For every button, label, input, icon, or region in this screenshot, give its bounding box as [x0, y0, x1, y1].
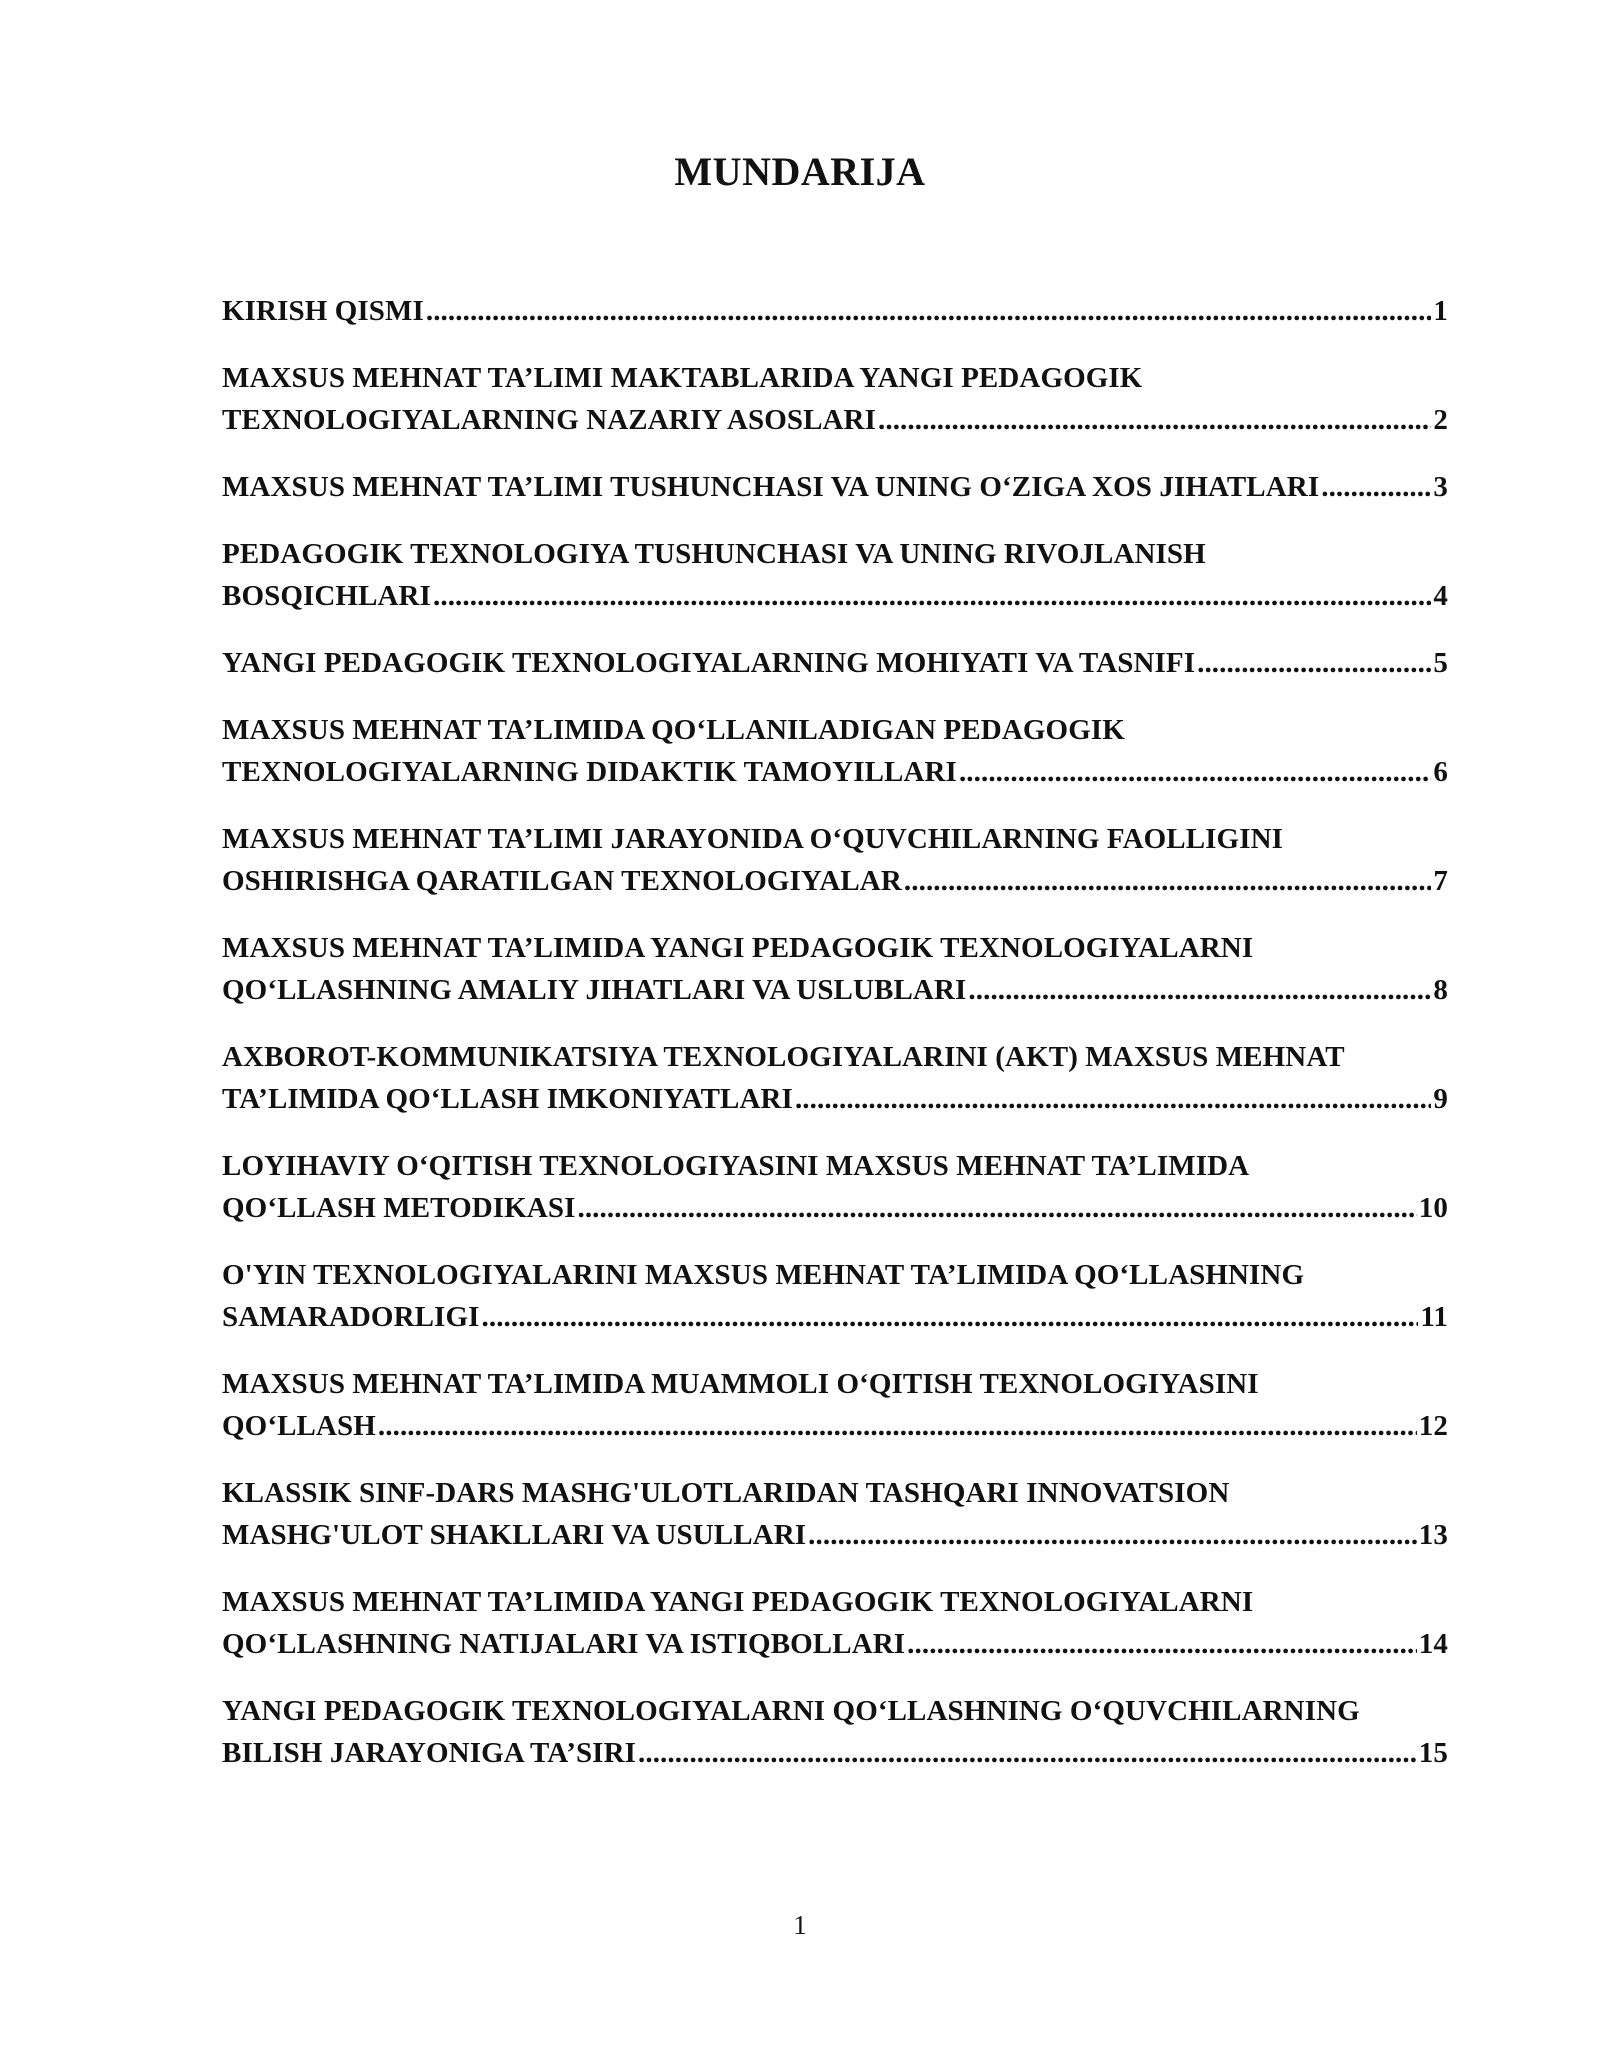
toc-entry-title: QO‘LLASH METODIKASI [222, 1192, 576, 1224]
toc-dot-leader [1197, 642, 1431, 684]
toc-entry-title: TEXNOLOGIYALARNING NAZARIY ASOSLARI [222, 404, 876, 436]
toc-dot-leader [959, 751, 1431, 793]
toc-page-number: 10 [1418, 1192, 1448, 1224]
toc-entry-last-line [222, 1187, 1448, 1229]
toc-page-number: 5 [1433, 647, 1448, 679]
toc-entry-title-line: MAXSUS MEHNAT TA’LIMIDA YANGI PEDAGOGIK TEXNOLOGIYALARNI [222, 932, 1254, 964]
toc-entry-last-line [222, 860, 1448, 902]
toc-entry-title: BILISH JARAYONIGA TA’SIRI [222, 1737, 636, 1769]
toc-page-number: 9 [1433, 1083, 1448, 1115]
toc-entry-last-line [222, 290, 1448, 332]
toc-entry-last-line [222, 1514, 1448, 1556]
toc-page-number: 12 [1418, 1410, 1448, 1442]
toc-entry[interactable] [222, 1472, 1448, 1556]
toc-entry-title-line: YANGI PEDAGOGIK TEXNOLOGIYALARNI QO‘LLASHNING O‘QUVCHILARNING [222, 1695, 1360, 1727]
toc-entry-last-line [222, 969, 1448, 1011]
toc-entry-title-line: MAXSUS MEHNAT TA’LIMIDA MUAMMOLI O‘QITISH TEXNOLOGIYASINI [222, 1368, 1259, 1400]
toc-entry[interactable] [222, 1363, 1448, 1447]
toc-page-number: 7 [1433, 865, 1448, 897]
toc-entry[interactable] [222, 1254, 1448, 1338]
toc-entry-title-line: MAXSUS MEHNAT TA’LIMI MAKTABLARIDA YANGI PEDAGOGIK [222, 362, 1143, 394]
toc-entry-last-line [222, 1296, 1448, 1338]
toc-entry-title-line: KLASSIK SINF-DARS MASHG'ULOTLARIDAN TASHQARI INNOVATSION [222, 1477, 1230, 1509]
toc-entry[interactable] [222, 466, 1448, 508]
toc-entry-title-line: PEDAGOGIK TEXNOLOGIYA TUSHUNCHASI VA UNING RIVOJLANISH [222, 538, 1206, 570]
toc-page-number: 6 [1433, 756, 1448, 788]
toc-page-number: 3 [1433, 471, 1448, 503]
toc-entry-title: BOSQICHLARI [222, 580, 431, 612]
toc-entry-last-line [222, 575, 1448, 617]
toc-entry[interactable] [222, 357, 1448, 441]
toc-entry-last-line [222, 1078, 1448, 1120]
toc-entry[interactable] [222, 818, 1448, 902]
toc-entry[interactable] [222, 1690, 1448, 1774]
toc-entry-last-line [222, 751, 1448, 793]
toc-dot-leader [907, 1623, 1417, 1665]
toc-entry-last-line [222, 1405, 1448, 1447]
toc-dot-leader [968, 969, 1431, 1011]
toc-dot-leader [878, 399, 1431, 441]
toc-dot-leader [638, 1732, 1417, 1774]
toc-entry-last-line [222, 1623, 1448, 1665]
toc-page-number: 13 [1418, 1519, 1448, 1551]
toc-entry-title-line: AXBOROT-KOMMUNIKATSIYA TEXNOLOGIYALARINI (AKT) MAXSUS MEHNAT [222, 1041, 1345, 1073]
toc-entry-title: SAMARADORLIGI [222, 1301, 480, 1333]
toc-dot-leader [378, 1405, 1417, 1447]
toc-entry-title: TEXNOLOGIYALARNING DIDAKTIK TAMOYILLARI [222, 756, 957, 788]
toc-entry[interactable] [222, 1581, 1448, 1665]
page-number: 1 [793, 1910, 807, 1940]
toc-entry[interactable] [222, 290, 1448, 332]
toc-dot-leader [577, 1187, 1416, 1229]
table-of-contents [222, 290, 1448, 1799]
toc-entry-last-line [222, 642, 1448, 684]
toc-page-number: 4 [1433, 580, 1448, 612]
toc-entry-title: MAXSUS MEHNAT TA’LIMI TUSHUNCHASI VA UNING O‘ZIGA XOS JIHATLARI [222, 471, 1320, 503]
toc-entry-title: QO‘LLASHNING AMALIY JIHATLARI VA USLUBLARI [222, 974, 967, 1006]
toc-page-number: 8 [1433, 974, 1448, 1006]
toc-dot-leader [1321, 466, 1431, 508]
toc-entry[interactable] [222, 709, 1448, 793]
toc-page-number: 11 [1420, 1301, 1448, 1333]
toc-entry-title-line: LOYIHAVIY O‘QITISH TEXNOLOGIYASINI MAXSUS MEHNAT TA’LIMIDA [222, 1150, 1250, 1182]
toc-entry-title: OSHIRISHGA QARATILGAN TEXNOLOGIYALAR [222, 865, 902, 897]
toc-dot-leader [433, 575, 1431, 617]
toc-entry-title-line: O'YIN TEXNOLOGIYALARINI MAXSUS MEHNAT TA’LIMIDA QO‘LLASHNING [222, 1259, 1305, 1291]
toc-dot-leader [808, 1514, 1417, 1556]
toc-entry-last-line [222, 466, 1448, 508]
toc-entry-title: KIRISH QISMI [222, 295, 424, 327]
toc-entry-title: MASHG'ULOT SHAKLLARI VA USULLARI [222, 1519, 807, 1551]
toc-entry-title-line: MAXSUS MEHNAT TA’LIMI JARAYONIDA O‘QUVCHILARNING FAOLLIGINI [222, 823, 1284, 855]
toc-entry[interactable] [222, 533, 1448, 617]
toc-page-number: 2 [1433, 404, 1448, 436]
toc-page-number: 15 [1418, 1737, 1448, 1769]
toc-entry[interactable] [222, 642, 1448, 684]
page-title: MUNDARIJA [674, 149, 926, 194]
toc-entry[interactable] [222, 1036, 1448, 1120]
toc-entry-last-line [222, 1732, 1448, 1774]
toc-page-number: 1 [1433, 295, 1448, 327]
toc-entry-title-line: MAXSUS MEHNAT TA’LIMIDA YANGI PEDAGOGIK TEXNOLOGIYALARNI [222, 1586, 1254, 1618]
toc-dot-leader [426, 290, 1432, 332]
toc-entry-title: YANGI PEDAGOGIK TEXNOLOGIYALARNING MOHIYATI VA TASNIFI [222, 647, 1196, 679]
toc-page-number: 14 [1418, 1628, 1448, 1660]
toc-entry-title-line: MAXSUS MEHNAT TA’LIMIDA QO‘LLANILADIGAN PEDAGOGIK [222, 714, 1125, 746]
toc-dot-leader [795, 1078, 1431, 1120]
toc-entry-title: TA’LIMIDA QO‘LLASH IMKONIYATLARI [222, 1083, 793, 1115]
toc-dot-leader [904, 860, 1432, 902]
toc-dot-leader [482, 1296, 1419, 1338]
toc-entry-last-line [222, 399, 1448, 441]
toc-entry[interactable] [222, 1145, 1448, 1229]
toc-entry-title: QO‘LLASH [222, 1410, 376, 1442]
toc-entry[interactable] [222, 927, 1448, 1011]
toc-entry-title: QO‘LLASHNING NATIJALARI VA ISTIQBOLLARI [222, 1628, 906, 1660]
